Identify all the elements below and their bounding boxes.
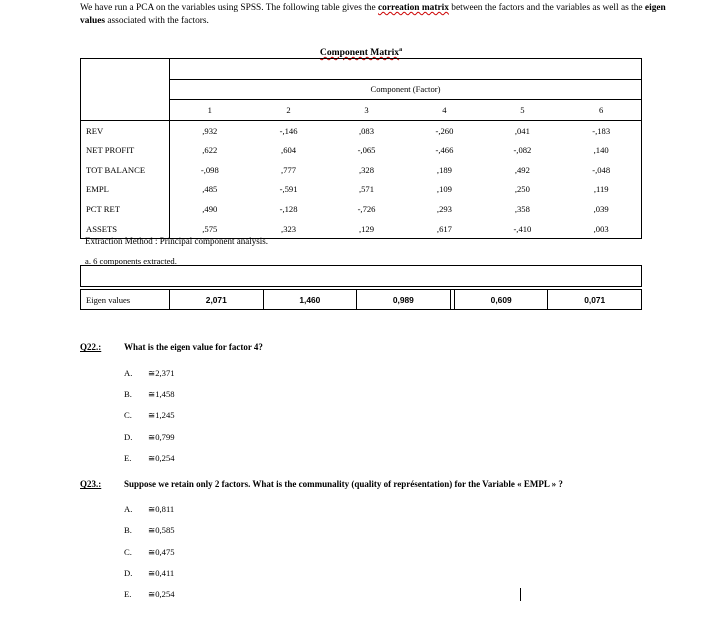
table-cell: D. <box>124 568 133 578</box>
table-cell: ≅0,254 <box>148 453 175 463</box>
col-header: 4 <box>442 104 447 115</box>
table-cell: Q23.: <box>80 479 102 489</box>
table-cell: -,466 <box>435 145 454 156</box>
eigen-values-term: eigen values <box>80 3 666 26</box>
table-cell: Q22.: <box>80 342 102 352</box>
table-cell: ≅1,245 <box>148 410 175 420</box>
correlation-matrix-term: correation matrix <box>378 3 449 13</box>
table-cell: a <box>399 47 403 53</box>
table-cell: ,293 <box>436 203 452 214</box>
table-cell: -,410 <box>513 223 532 234</box>
table-cell: ,617 <box>436 223 452 234</box>
table-row <box>81 120 642 140</box>
table-cell: ,575 <box>202 223 218 234</box>
table-cell: 0,609 <box>454 290 548 310</box>
q23-option-b[interactable] <box>124 525 175 536</box>
table-cell: REV <box>81 120 170 140</box>
table-cell: -,065 <box>357 145 376 156</box>
component-matrix-table <box>80 58 642 239</box>
intro-paragraph <box>80 2 680 28</box>
table-cell: -,098 <box>200 164 219 175</box>
table-cell: -,146 <box>279 125 298 136</box>
table-cell: ,119 <box>561 180 641 200</box>
col-header: 3 <box>364 104 369 115</box>
table-cell: 2,071 <box>170 290 264 310</box>
extraction-method-note: Extraction Method : Principal component analysis. <box>85 236 268 246</box>
table-cell: -,183 <box>561 120 641 140</box>
text-cursor <box>520 588 521 601</box>
col-header: 1 <box>170 100 250 121</box>
q23-option-c[interactable] <box>124 547 175 558</box>
q22-option-a[interactable] <box>124 368 175 379</box>
table-cell: ≅0,475 <box>148 547 175 557</box>
eigen-values-table <box>80 289 642 310</box>
q22-option-b[interactable] <box>124 389 175 400</box>
table-row <box>81 290 642 310</box>
eigen-label: Eigen values <box>81 290 170 310</box>
table-cell: B. <box>124 525 132 535</box>
q22-option-c[interactable] <box>124 410 175 421</box>
q22-option-e[interactable] <box>124 453 175 464</box>
table-cell: -,082 <box>513 145 532 156</box>
table-cell: 0,071 <box>584 294 606 305</box>
table-cell: E. <box>124 453 132 463</box>
table-cell: NET PROFIT <box>81 140 170 160</box>
table-cell: ≅0,254 <box>148 589 175 599</box>
table-cell: PCT RET <box>81 199 170 219</box>
q23-option-d[interactable] <box>124 568 174 579</box>
table-cell: ≅0,585 <box>148 525 175 535</box>
table-cell: 0,989 <box>357 290 451 310</box>
table-cell: ,932 <box>202 125 218 136</box>
table-cell: TOT BALANCE <box>81 160 170 180</box>
table-cell: ≅0,811 <box>148 504 175 514</box>
table-cell: A. <box>124 504 133 514</box>
table-cell: ≅1,458 <box>148 389 175 399</box>
table-cell: -,726 <box>357 203 376 214</box>
table-cell: ,490 <box>202 203 218 214</box>
col-header: 6 <box>561 100 641 121</box>
group-header: Component (Factor) <box>170 79 642 100</box>
col-header: 2 <box>286 104 291 115</box>
table-cell: ≅0,411 <box>148 568 175 578</box>
table-cell: EMPL <box>81 180 170 200</box>
table-cell: ≅2,371 <box>148 368 175 378</box>
table-cell: B. <box>124 389 132 399</box>
table-cell: ,777 <box>281 164 297 175</box>
q22-text: What is the eigen value for factor 4? <box>124 342 263 352</box>
table-cell: ,250 <box>514 184 530 195</box>
table-cell: ,358 <box>514 203 530 214</box>
q23-option-e[interactable] <box>124 589 175 600</box>
table-cell: 1,460 <box>263 290 357 310</box>
table-cell: ,323 <box>281 223 297 234</box>
table-cell: between the factors and the variables as well as the <box>448 3 645 13</box>
table-cell: Component Matrix <box>319 47 400 59</box>
table-cell: -,260 <box>435 125 454 136</box>
table-cell: ASSETS <box>81 219 170 239</box>
table-cell: ,571 <box>358 184 375 195</box>
table-cell: ,140 <box>561 140 641 160</box>
q23-option-a[interactable] <box>124 504 174 515</box>
col-header: 5 <box>520 104 525 115</box>
table-cell: ,189 <box>436 164 452 175</box>
table-cell: ,129 <box>358 223 375 234</box>
q23-number <box>80 479 101 489</box>
corner-cell <box>81 59 170 121</box>
components-extracted-note: a. 6 components extracted. <box>85 256 177 266</box>
component-matrix-title <box>80 47 642 58</box>
table-cell: ≅0,799 <box>148 432 175 442</box>
table-cell: ,041 <box>514 125 530 136</box>
q23-text: Suppose we retain only 2 factors. What is the communality (quality of représentation) for the Variable « EMPL » ? <box>124 479 563 489</box>
q22-option-d[interactable] <box>124 432 175 443</box>
table-cell: ,485 <box>202 184 218 195</box>
table-cell: ,492 <box>514 164 530 175</box>
table-cell: C. <box>124 547 132 557</box>
table-cell: -,048 <box>561 160 641 180</box>
table-cell: associated with the factors. <box>105 16 209 26</box>
table-cell: -,128 <box>279 203 298 214</box>
table-cell: D. <box>124 432 133 442</box>
table-cell: E. <box>124 589 132 599</box>
table-cell: We have run a PCA on the variables using SPSS. The following table gives the <box>80 3 378 13</box>
table-cell: ,622 <box>202 145 218 156</box>
table-cell: ,039 <box>561 199 641 219</box>
table-cell: ,328 <box>358 164 375 175</box>
table-cell: ,003 <box>561 219 641 239</box>
table-row <box>81 180 642 200</box>
table-cell: A. <box>124 368 133 378</box>
empty-header-box <box>80 265 642 287</box>
table-cell: -,591 <box>279 184 298 195</box>
table-row <box>81 160 642 180</box>
q22-number <box>80 342 101 352</box>
table-row <box>81 140 642 160</box>
table-cell: ,083 <box>358 125 375 136</box>
table-row <box>81 199 642 219</box>
table-cell: C. <box>124 410 132 420</box>
table-cell: ,604 <box>281 145 297 156</box>
table-cell: ,109 <box>436 184 452 195</box>
